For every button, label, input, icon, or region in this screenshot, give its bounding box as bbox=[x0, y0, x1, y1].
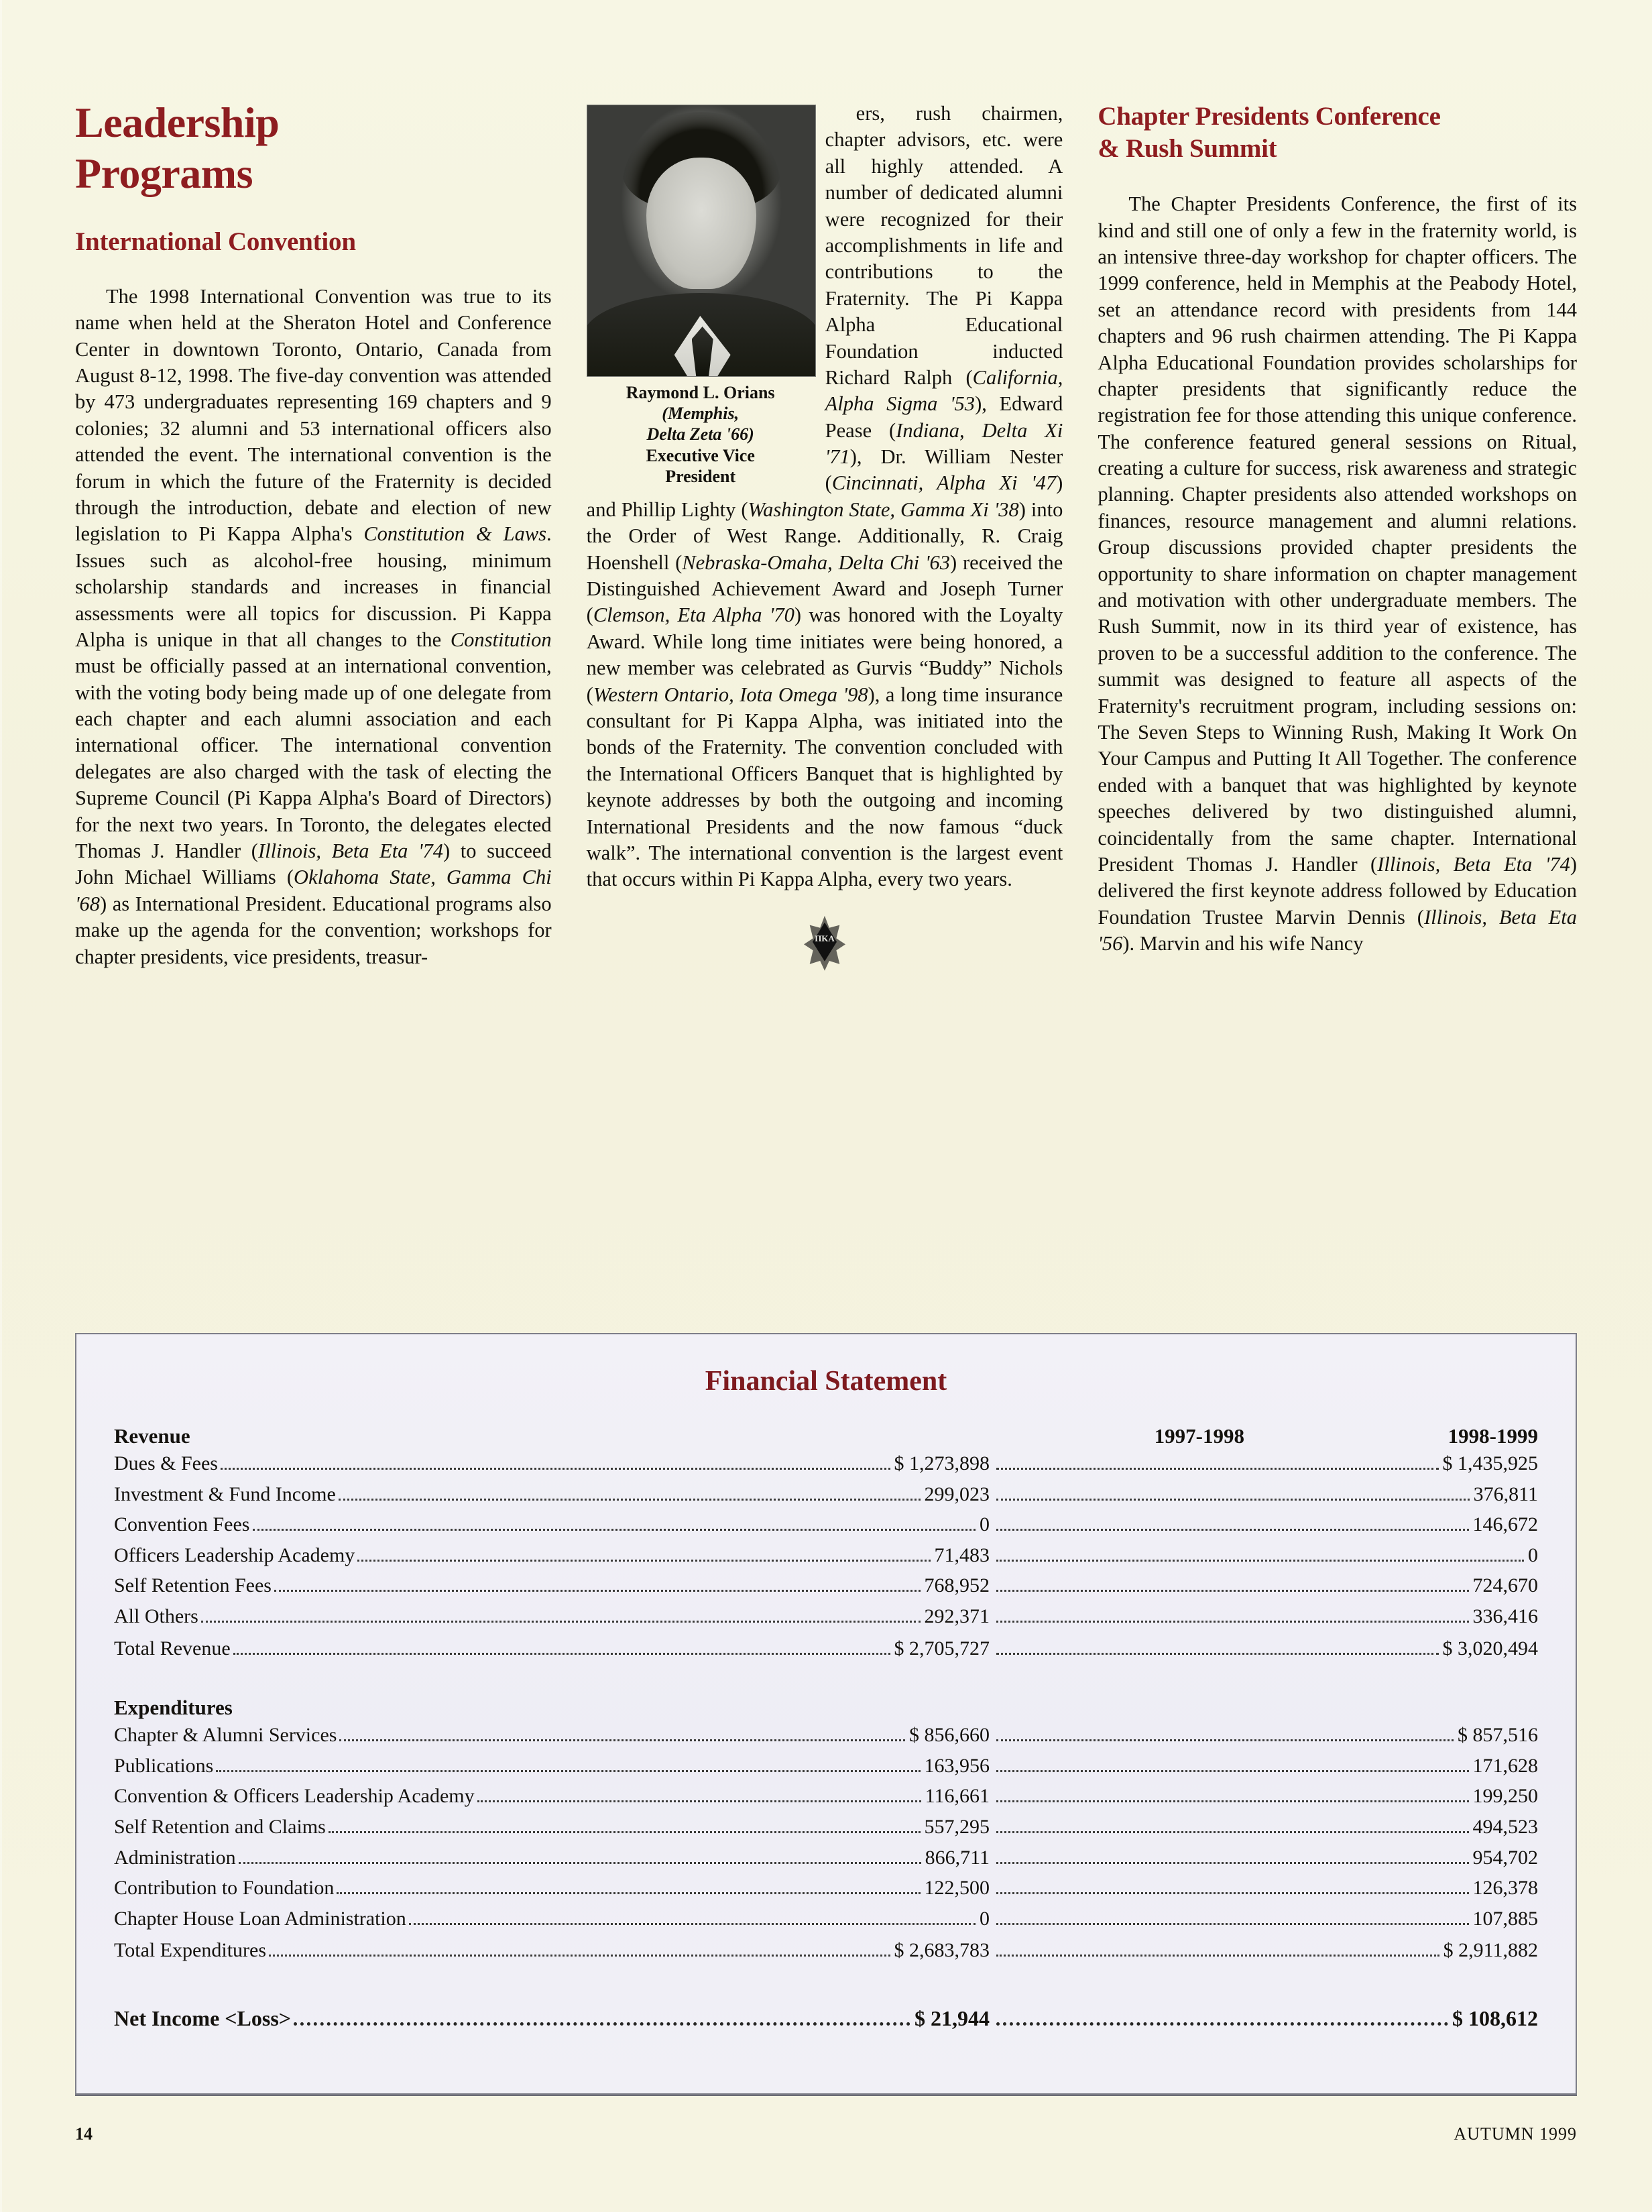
expenditure-year2-segment bbox=[990, 1873, 1538, 1904]
text-run: ers, rush chairmen, chapter advisors, etc. were all highly attended. A number of dedicated alumni were recognized for their accomplishments in life and contributions to the Fraternity. The Pi Kappa Alpha Educational Foundation inducted Richard Ralph ( bbox=[825, 102, 1063, 389]
expenditure-year2-segment bbox=[990, 1843, 1538, 1873]
expenditure-row bbox=[114, 1904, 1538, 1934]
caption-title-line2: President bbox=[665, 466, 736, 486]
expenditure-year2-segment bbox=[990, 1720, 1538, 1751]
revenue-year1-value: 768,952 bbox=[924, 1574, 990, 1597]
expenditure-year2-value: 171,628 bbox=[1472, 1754, 1538, 1777]
expenditure-label: Convention & Officers Leadership Academy bbox=[114, 1785, 475, 1808]
revenue-section-header bbox=[114, 1424, 1538, 1448]
text-run: ). Marvin and his wife Nancy bbox=[1122, 932, 1364, 955]
expenditure-year1-value: $ 856,660 bbox=[909, 1724, 990, 1747]
expenditure-year2-value: 199,250 bbox=[1472, 1785, 1538, 1808]
revenue-row bbox=[114, 1479, 1538, 1510]
text-run: ), a long time insurance consultant for Pi Kappa Alpha, was initiated into the bonds of the Fraternity. The convention concluded with the International Officers Banquet that is highlighted by keynote addresses by both the outgoing and incoming International Presidents and the now famous “duck walk”. The international convention is the largest event that occurs within Pi Kappa Alpha, every two years. bbox=[586, 683, 1063, 891]
text-run: The Chapter Presidents Conference, the first of its kind and still one of only a few in the fraternity world, is an intensive three-day workshop for chapter officers. The 1999 conference, held in Memphis at the Peabody Hotel, set an attendance record with presidents from 144 chapters and 96 rush chairmen attending. The Pi Kappa Alpha Educational Foundation provides scholarships for chapter presidents that significantly reduce the registration fee for those attending this unique conference. The conference featured general sessions on Ritual, creating a culture for success, risk awareness and strategic planning. Chapter presidents also attended workshops on finances, resource management and alumni relations. Group discussions provided chapter presidents the opportunity to share information on chapter management and motivation with other undergraduate members. The Rush Summit, now in its third year of existence, has proven to be a successful addition to the conference. The summit was designed to feature all aspects of the Fraternity's recruitment program, including sessions on: The Seven Steps to Winning Rush, Making It Work On Your Campus and Putting It All Together. The conference ended with a banquet that was highlighted by keynote speeches delivered by two distinguished alumni, coincidentally from the same chapter. International President Thomas J. Handler ( bbox=[1098, 192, 1577, 876]
italic-chapter-williams: Oklahoma State, Gamma Chi '68 bbox=[75, 866, 552, 915]
text-run: ) was honored with the Loyalty Award. While long time initiates were being honored, a new member was celebrated as Gurvis “Buddy” Nichols ( bbox=[586, 603, 1063, 706]
page-title bbox=[75, 101, 552, 196]
revenue-year2-value: $ 1,435,925 bbox=[1442, 1452, 1538, 1474]
italic-constitution: Constitution bbox=[450, 628, 552, 651]
italic-chapter-ralph: California, Alpha Sigma '53 bbox=[825, 365, 1063, 416]
expenditure-year1-value: 866,711 bbox=[925, 1846, 990, 1869]
column-header-year1: 1997-1998 bbox=[1154, 1424, 1244, 1448]
net-income-year2-value: $ 108,612 bbox=[1452, 2005, 1538, 2030]
expenditure-year2-segment bbox=[990, 1812, 1538, 1843]
revenue-year2-value: 336,416 bbox=[1472, 1605, 1538, 1627]
expenditure-year1-value: 0 bbox=[980, 1907, 990, 1930]
expenditure-rows bbox=[114, 1720, 1538, 1966]
dot-leader bbox=[329, 1831, 921, 1833]
revenue-year2-value: 146,672 bbox=[1472, 1513, 1538, 1536]
revenue-label: Self Retention Fees bbox=[114, 1574, 272, 1597]
revenue-year2-segment bbox=[990, 1479, 1538, 1510]
revenue-label: Investment & Fund Income bbox=[114, 1482, 336, 1505]
revenue-label: Officers Leadership Academy bbox=[114, 1544, 355, 1566]
pike-badge-icon bbox=[804, 916, 845, 971]
revenue-year1-value: 292,371 bbox=[924, 1605, 990, 1627]
dot-leader bbox=[996, 1770, 1469, 1772]
italic-chapter-handler: Illinois, Beta Eta '74 bbox=[257, 839, 444, 863]
italic-chapter-nester: Cincinnati, Alpha Xi '47 bbox=[831, 471, 1057, 495]
dot-leader bbox=[996, 1955, 1439, 1957]
revenue-label: All Others bbox=[114, 1605, 198, 1627]
revenue-year1-value: 299,023 bbox=[924, 1482, 990, 1505]
dot-leader bbox=[294, 2022, 910, 2026]
officer-photo-block bbox=[587, 105, 815, 487]
financial-statement-box bbox=[75, 1333, 1577, 2095]
dot-leader bbox=[253, 1529, 976, 1531]
section-heading-chapter-presidents-conference bbox=[1098, 101, 1577, 164]
section2-heading-line1: Chapter Presidents Conference bbox=[1098, 102, 1441, 131]
section-heading-international-convention: International Convention bbox=[75, 227, 356, 256]
expenditure-label: Chapter House Loan Administration bbox=[114, 1907, 406, 1930]
dot-leader bbox=[221, 1468, 890, 1470]
expenditure-row bbox=[114, 1812, 1538, 1843]
revenue-year1-value: $ 1,273,898 bbox=[894, 1452, 990, 1474]
expenditure-year2-value: 126,378 bbox=[1472, 1877, 1538, 1900]
fraternity-badge-block bbox=[587, 916, 1063, 971]
column-header-year2: 1998-1999 bbox=[1448, 1424, 1538, 1448]
page-footer bbox=[75, 2124, 1577, 2144]
dot-leader bbox=[996, 1499, 1470, 1501]
expenditure-row bbox=[114, 1843, 1538, 1873]
expenditure-row bbox=[114, 1751, 1538, 1782]
dot-leader bbox=[996, 2022, 1448, 2026]
caption-title-line1: Executive Vice bbox=[646, 445, 755, 465]
dot-leader bbox=[357, 1560, 930, 1562]
text-run: ), Dr. William Nester ( bbox=[825, 445, 1063, 495]
revenue-row bbox=[114, 1540, 1538, 1571]
revenue-label: Total Revenue bbox=[114, 1637, 231, 1660]
expenditure-year2-value: $ 2,911,882 bbox=[1443, 1939, 1538, 1962]
dot-leader bbox=[996, 1800, 1469, 1802]
revenue-label: Convention Fees bbox=[114, 1513, 250, 1536]
revenue-year2-segment bbox=[990, 1448, 1538, 1479]
badge-greek-letters: ΠΚΑ bbox=[815, 933, 835, 943]
expenditure-row bbox=[114, 1873, 1538, 1904]
revenue-year2-segment bbox=[990, 1509, 1538, 1540]
section2-heading-line2: & Rush Summit bbox=[1098, 133, 1277, 163]
expenditure-year1-value: 163,956 bbox=[924, 1754, 990, 1777]
revenue-row bbox=[114, 1601, 1538, 1632]
text-run: ) to succeed John Michael Williams ( bbox=[75, 839, 552, 889]
revenue-year2-value: $ 3,020,494 bbox=[1442, 1637, 1538, 1660]
dot-leader bbox=[996, 1892, 1469, 1894]
italic-chapter-turner: Clemson, Eta Alpha '70 bbox=[593, 603, 794, 627]
expenditure-year1-value: $ 2,683,783 bbox=[894, 1939, 990, 1962]
italic-chapter-hoenshell: Nebraska-Omaha, Delta Chi '63 bbox=[682, 550, 951, 574]
net-income-year2-segment bbox=[990, 2002, 1538, 2035]
caption-name: Raymond L. Orians bbox=[626, 383, 775, 402]
page-title-line2: Programs bbox=[75, 149, 253, 197]
text-run: must be officially passed at an international convention, with the voting body being made up of one delegate from each chapter and each alumni association and each international officer. The international convention delegates are also charged with the task of electing the Supreme Council (Pi Kappa Alpha's Board of Directors) for the next two years. In Toronto, the delegates elected Thomas J. Handler ( bbox=[75, 654, 552, 863]
expenditure-year2-segment bbox=[990, 1904, 1538, 1934]
dot-leader bbox=[996, 1831, 1469, 1833]
italic-chapter-lighty: Washington State, Gamma Xi '38 bbox=[748, 498, 1019, 521]
footer-issue-label: AUTUMN 1999 bbox=[1454, 2124, 1577, 2144]
dot-leader bbox=[201, 1621, 921, 1623]
expenditures-section-header bbox=[114, 1696, 1538, 1720]
revenue-row bbox=[114, 1509, 1538, 1540]
dot-leader bbox=[996, 1621, 1469, 1623]
financial-statement-title: Financial Statement bbox=[705, 1366, 947, 1397]
text-run: ) into the Order of West Range. Additionally, R. Craig Hoenshell ( bbox=[586, 498, 1063, 574]
portrait-face bbox=[646, 158, 756, 289]
article-column-1 bbox=[75, 101, 552, 1301]
expenditure-label: Publications bbox=[114, 1754, 214, 1777]
expenditure-row bbox=[114, 1935, 1538, 1966]
revenue-year2-value: 376,811 bbox=[1473, 1482, 1538, 1505]
italic-constitution-and-laws: Constitution & Laws bbox=[363, 522, 547, 546]
text-run: ) and Phillip Lighty ( bbox=[586, 471, 1063, 521]
dot-leader bbox=[337, 1892, 920, 1894]
expenditure-row bbox=[114, 1720, 1538, 1751]
text-run: ), Edward Pease ( bbox=[825, 392, 1063, 442]
expenditure-label: Administration bbox=[114, 1846, 236, 1869]
officer-portrait-photo bbox=[587, 105, 816, 377]
revenue-rows bbox=[114, 1448, 1538, 1664]
dot-leader bbox=[339, 1739, 905, 1741]
expenditure-year1-value: 122,500 bbox=[924, 1877, 990, 1900]
caption-chapter-line1: (Memphis, bbox=[662, 404, 740, 424]
revenue-year2-value: 724,670 bbox=[1472, 1574, 1538, 1597]
revenue-row bbox=[114, 1633, 1538, 1664]
footer-page-number: 14 bbox=[75, 2124, 93, 2144]
dot-leader bbox=[996, 1653, 1439, 1655]
expenditure-year2-segment bbox=[990, 1935, 1538, 1966]
net-income-row bbox=[114, 2002, 1538, 2035]
dot-leader bbox=[269, 1955, 890, 1957]
dot-leader bbox=[239, 1862, 921, 1864]
expenditure-year2-segment bbox=[990, 1781, 1538, 1812]
expenditure-row bbox=[114, 1781, 1538, 1812]
article-column-2 bbox=[587, 101, 1063, 1301]
dot-leader bbox=[996, 1468, 1439, 1470]
expenditure-year1-value: 116,661 bbox=[925, 1785, 990, 1808]
caption-chapter-line2: Delta Zeta '66) bbox=[646, 424, 754, 445]
expenditure-year2-value: 107,885 bbox=[1472, 1907, 1538, 1930]
expenditure-year1-value: 557,295 bbox=[924, 1815, 990, 1838]
revenue-year2-segment bbox=[990, 1633, 1538, 1664]
dot-leader bbox=[996, 1560, 1524, 1562]
expenditure-label: Total Expenditures bbox=[114, 1939, 267, 1962]
expenditure-year2-value: $ 857,516 bbox=[1458, 1724, 1538, 1747]
expenditure-year2-value: 494,523 bbox=[1472, 1815, 1538, 1838]
italic-chapter-handler-2: Illinois, Beta Eta '74 bbox=[1377, 852, 1570, 876]
net-income-year1-value: $ 21,944 bbox=[914, 2005, 990, 2030]
dot-leader bbox=[996, 1923, 1469, 1925]
revenue-label: Dues & Fees bbox=[114, 1452, 218, 1474]
dot-leader bbox=[996, 1862, 1469, 1864]
text-run: ) received the Distinguished Achievement Award and Joseph Turner ( bbox=[586, 550, 1063, 627]
revenue-year2-value: 0 bbox=[1528, 1544, 1538, 1566]
italic-chapter-pease: Indiana, Delta Xi '71 bbox=[825, 418, 1063, 469]
revenue-year1-value: 71,483 bbox=[934, 1544, 990, 1566]
expenditure-label: Chapter & Alumni Services bbox=[114, 1724, 337, 1747]
dot-leader bbox=[477, 1800, 921, 1802]
text-run: ) delivered the first keynote address followed by Education Foundation Trustee Marvin Dennis ( bbox=[1098, 852, 1577, 929]
article-area bbox=[75, 101, 1577, 1301]
page-title-line1: Leadership bbox=[75, 99, 280, 146]
dot-leader bbox=[274, 1590, 921, 1592]
text-run: . Issues such as alcohol-free housing, minimum scholarship standards and increases in financial assessments were all topics for discussion. Pi Kappa Alpha is unique in that all changes to the bbox=[75, 522, 552, 651]
net-income-label: Net Income <Loss> bbox=[114, 2005, 291, 2030]
revenue-header-label: Revenue bbox=[114, 1424, 190, 1448]
expenditure-year2-value: 954,702 bbox=[1472, 1846, 1538, 1869]
expenditure-label: Contribution to Foundation bbox=[114, 1877, 335, 1900]
dot-leader bbox=[996, 1590, 1469, 1592]
paragraph-chapter-presidents-conference bbox=[1098, 191, 1577, 957]
italic-chapter-nichols: Western Ontario, Iota Omega '98 bbox=[593, 683, 868, 706]
dot-leader bbox=[409, 1923, 976, 1925]
revenue-row bbox=[114, 1570, 1538, 1601]
expenditure-year2-segment bbox=[990, 1751, 1538, 1782]
revenue-year2-segment bbox=[990, 1601, 1538, 1632]
dot-leader bbox=[233, 1653, 890, 1655]
dot-leader bbox=[996, 1529, 1469, 1531]
dot-leader bbox=[216, 1770, 920, 1772]
revenue-row bbox=[114, 1448, 1538, 1479]
expenditures-header-label: Expenditures bbox=[114, 1696, 233, 1720]
italic-chapter-dennis: Illinois, Beta Eta '56 bbox=[1098, 905, 1578, 955]
revenue-year1-value: $ 2,705,727 bbox=[894, 1637, 990, 1660]
section-gap bbox=[114, 1664, 1538, 1693]
article-column-3 bbox=[1098, 101, 1577, 1301]
text-run: The 1998 International Convention was true to its name when held at the Sheraton Hotel and Conference Center in downtown Toronto, Ontario, Canada from August 8-12, 1998. The five-day convention was attended by 473 undergraduates representing 169 chapters and 9 colonies; 32 alumni and 53 international officers also attended the event. The international convention is the forum in which the future of the Fraternity is decided through the introduction, debate and election of new legislation to Pi Kappa Alpha's bbox=[75, 284, 552, 546]
dot-leader bbox=[339, 1499, 921, 1501]
revenue-year2-segment bbox=[990, 1570, 1538, 1601]
paragraph-international-convention bbox=[75, 284, 552, 970]
expenditure-label: Self Retention and Claims bbox=[114, 1815, 326, 1838]
revenue-year1-value: 0 bbox=[980, 1513, 990, 1536]
photo-caption bbox=[587, 382, 815, 487]
text-run: ) as International President. Educational programs also make up the agenda for the convention; workshops for chapter presidents, vice presidents, treasur- bbox=[75, 892, 552, 968]
revenue-year2-segment bbox=[990, 1540, 1538, 1571]
dot-leader bbox=[996, 1739, 1454, 1741]
financial-statement-table bbox=[76, 1424, 1576, 2035]
